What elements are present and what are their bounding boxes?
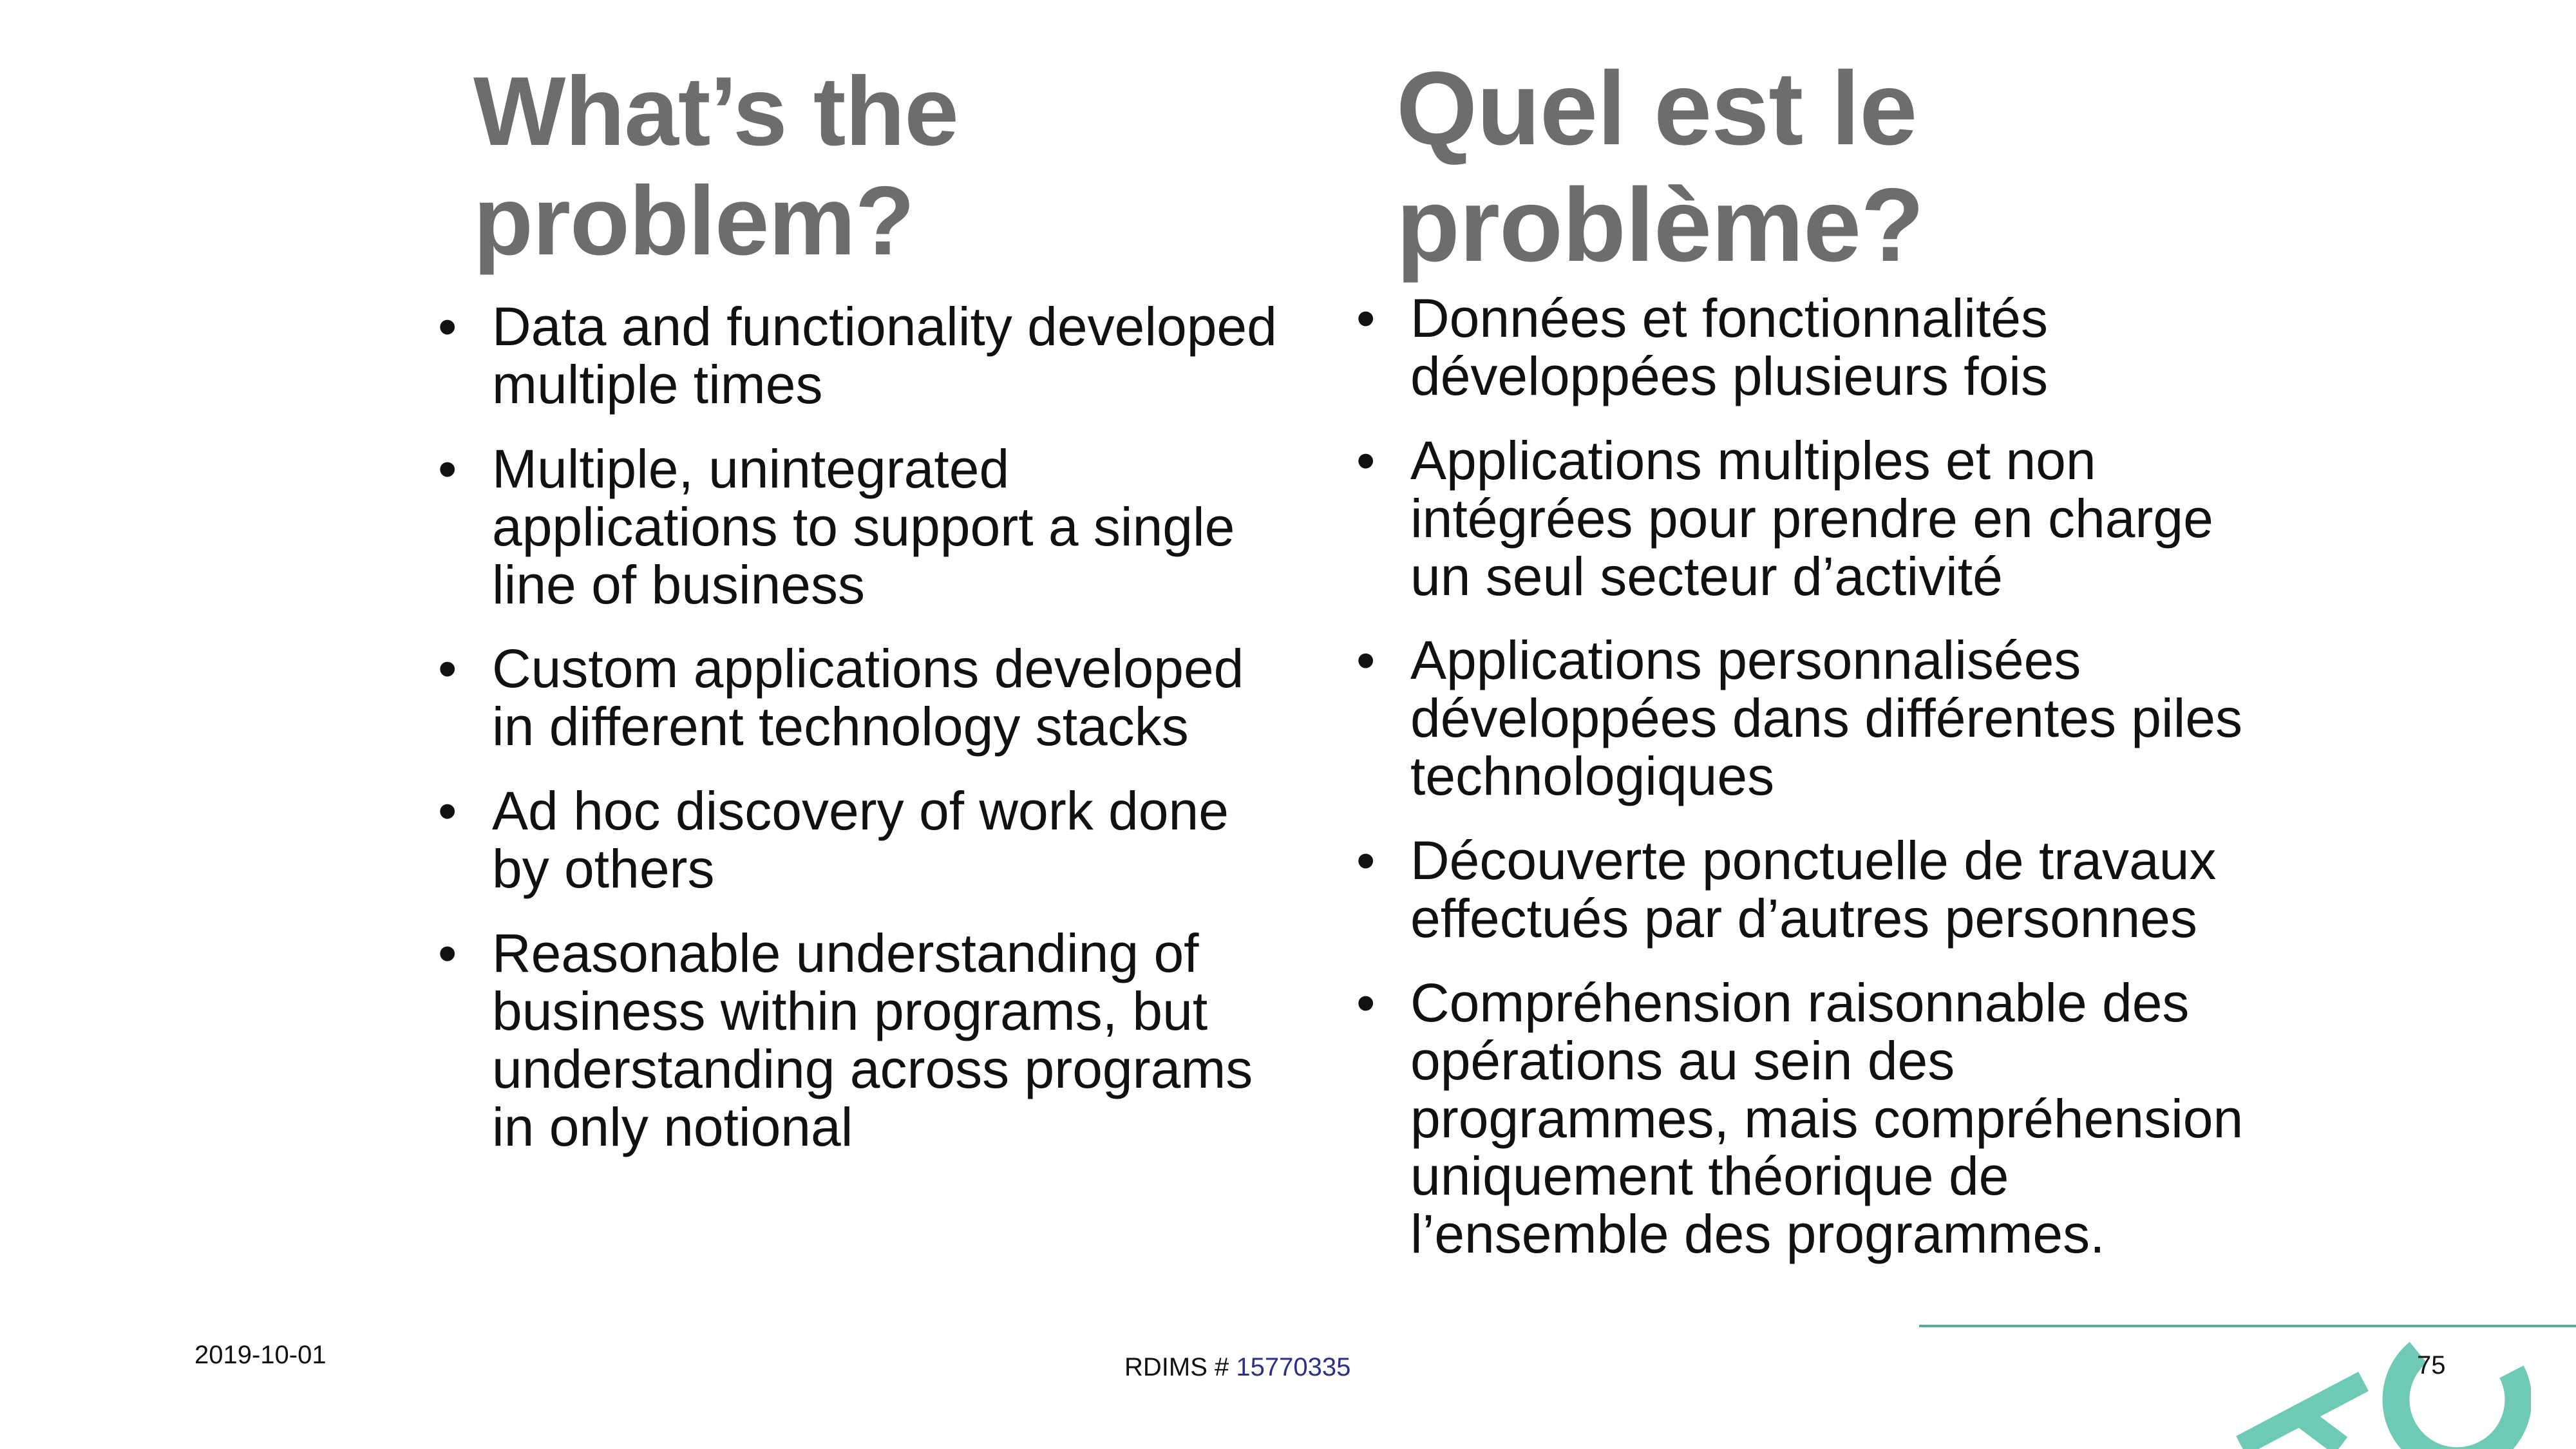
rdims-number: 15770335: [1236, 1353, 1351, 1381]
rdims-label: RDIMS #: [1124, 1353, 1236, 1381]
bullet-glyph: •: [1356, 630, 1376, 691]
list-item-text: Multiple, unintegrated applications to support a single line of business: [492, 438, 1235, 615]
bullet-glyph: •: [438, 781, 457, 842]
list-item: [1351, 832, 2266, 948]
list-item: [433, 922, 1296, 1157]
list-item: [433, 782, 1296, 898]
bullet-list-english: [433, 298, 1296, 1182]
bullet-glyph: •: [1356, 430, 1376, 491]
list-item-text: Data and functionality developed multiple times: [492, 296, 1277, 415]
footer-rdims: [1124, 1353, 1350, 1382]
bullet-glyph: •: [438, 638, 457, 699]
title-english: What’s the problem?: [473, 57, 958, 276]
list-item-text: Reasonable understanding of business within programs, but understanding across programs in only notional: [492, 922, 1253, 1157]
list-item: [433, 440, 1296, 614]
bullet-list-french: [1351, 290, 2266, 1290]
list-item: [1351, 974, 2266, 1264]
bullet-glyph: •: [1356, 972, 1376, 1033]
bullet-glyph: •: [438, 922, 457, 983]
list-item: [433, 298, 1296, 414]
footer-date: 2019-10-01: [194, 1341, 327, 1369]
list-item: [1351, 290, 2266, 406]
list-item-text: Découverte ponctuelle de travaux effectués par d’autres personnes: [1410, 830, 2217, 949]
list-item-text: Applications multiples et non intégrées pour prendre en charge un seul secteur d’activité: [1410, 430, 2213, 607]
tc-logo-icon: [2235, 1314, 2531, 1449]
list-item-text: Ad hoc discovery of work done by others: [492, 781, 1229, 899]
list-item-text: Données et fonctionnalités développées plusieurs fois: [1410, 288, 2048, 406]
page-number: 75: [2417, 1351, 2446, 1379]
bullet-glyph: •: [1356, 830, 1376, 891]
list-item: [1351, 432, 2266, 606]
title-french: Quel est le problème?: [1396, 50, 1924, 284]
list-item-text: Applications personnalisées développées dans différentes piles technologiques: [1410, 630, 2243, 807]
list-item-text: Custom applications developed in different technology stacks: [492, 638, 1244, 757]
bullet-glyph: •: [1356, 288, 1376, 348]
bullet-glyph: •: [438, 438, 457, 499]
list-item-text: Compréhension raisonnable des opérations au sein des programmes, mais compréhension uniquement théorique de l’ensemble des programmes.: [1410, 972, 2244, 1265]
bullet-glyph: •: [438, 296, 457, 357]
list-item: [1351, 632, 2266, 806]
list-item: [433, 640, 1296, 756]
